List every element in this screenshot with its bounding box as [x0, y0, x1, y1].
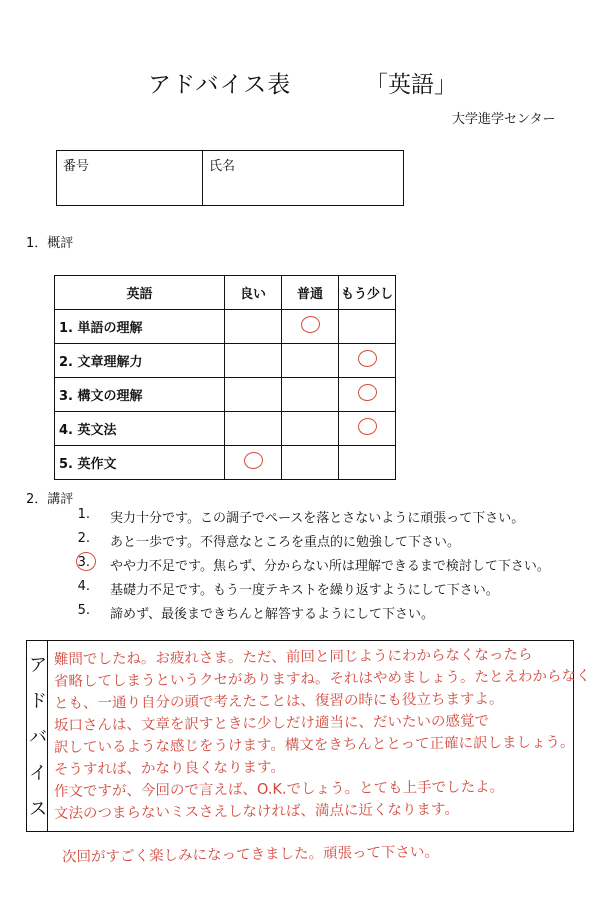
comment-number: 4. [77, 579, 90, 594]
table-row [55, 344, 396, 378]
rating-cell[interactable] [339, 310, 396, 344]
comment-number: 2. [77, 531, 90, 546]
column-header-subject: 英語 [55, 276, 225, 310]
red-circle-mark [242, 451, 263, 470]
advice-line: 坂口さんは、文章を訳すときに少しだけ適当に、だいたいの感覚で [53, 713, 490, 734]
comment-number: 5. [77, 603, 90, 618]
comment-list [58, 507, 550, 627]
skill-label: 3. 構文の理解 [55, 378, 225, 412]
rating-cell[interactable] [225, 446, 282, 480]
rating-cell[interactable] [225, 412, 282, 446]
advice-label-char: イ [29, 763, 47, 784]
rating-cell[interactable] [282, 412, 339, 446]
skill-label: 5. 英作文 [55, 446, 225, 480]
comment-item [58, 579, 550, 603]
table-row [55, 310, 396, 344]
student-name-field[interactable]: 氏名 [209, 159, 236, 174]
advice-label [27, 641, 48, 831]
comment-item [58, 555, 550, 579]
page-title: アドバイス表 [148, 72, 292, 98]
rating-cell[interactable] [339, 412, 396, 446]
comment-text: あと一歩です。不得意なところを重点的に勉強して下さい。 [110, 535, 460, 550]
rating-cell[interactable] [225, 344, 282, 378]
advice-line: 難問でしたね。お疲れさま。ただ、前回と同じようにわからなくなったら [53, 646, 533, 668]
advice-closing-line: 次回がすごく楽しみになってきました。頑張って下さい。 [61, 844, 440, 866]
subject-title: 「英語」 [365, 72, 457, 98]
rating-cell[interactable] [339, 446, 396, 480]
advice-box [26, 640, 591, 832]
advice-label-char: ス [29, 799, 47, 820]
id-name-box [56, 150, 404, 206]
evaluation-table [54, 275, 396, 480]
rating-cell[interactable] [225, 378, 282, 412]
column-header-good: 良い [225, 276, 282, 310]
comment-item [58, 531, 550, 555]
comment-text: やや力不足です。焦らず、分からない所は理解できるまで検討して下さい。 [110, 559, 550, 574]
skill-label: 1. 単語の理解 [55, 310, 225, 344]
advice-line: そうすれば、かなり良くなります。 [53, 759, 285, 778]
advice-line: 文法のつまらないミスさえしなければ、満点に近くなります。 [53, 801, 459, 822]
red-circle-mark [356, 383, 377, 402]
comment-number: 1. [77, 507, 90, 522]
table-row [55, 378, 396, 412]
advice-label-char: バ [29, 727, 47, 748]
rating-cell[interactable] [282, 344, 339, 378]
section-2-heading: 2．講評 [26, 492, 74, 507]
red-circle-mark [356, 349, 377, 368]
rating-cell[interactable] [282, 378, 339, 412]
table-row [55, 412, 396, 446]
skill-label: 4. 英文法 [55, 412, 225, 446]
table-header-row [55, 276, 396, 310]
comment-number: 3. [58, 555, 110, 579]
table-row [55, 446, 396, 480]
advice-line: 省略してしまうというクセがありますね。それはやめましょう。たとえわからなく [53, 668, 591, 690]
advice-line: 作文ですが、今回ので言えば、O.K.でしょう。とても上手でしたよ。 [53, 779, 505, 800]
rating-cell[interactable] [282, 446, 339, 480]
column-header-needs-work: もう少し [339, 276, 396, 310]
rating-cell[interactable] [339, 378, 396, 412]
skill-label: 2. 文章理解力 [55, 344, 225, 378]
rating-cell[interactable] [339, 344, 396, 378]
advice-line: 訳しているような感じをうけます。構文をきちんととって正確に訳しましょう。 [53, 734, 575, 756]
comment-item [58, 507, 550, 531]
rating-cell[interactable] [282, 310, 339, 344]
advice-label-char: ド [29, 691, 47, 712]
advice-label-char: ア [29, 655, 47, 676]
red-circle-mark [299, 315, 320, 334]
comment-text: 諦めず、最後まできちんと解答するようにして下さい。 [110, 607, 434, 622]
organization-name: 大学進学センター [452, 112, 556, 127]
section-1-heading: 1．概評 [26, 236, 74, 251]
red-circle-mark [356, 417, 377, 436]
comment-text: 実力十分です。この調子でペースを落とさないように頑張って下さい。 [110, 511, 525, 526]
rating-cell[interactable] [225, 310, 282, 344]
comment-item [58, 603, 550, 627]
advice-handwritten-text [48, 641, 597, 831]
student-number-field[interactable]: 番号 [57, 151, 203, 205]
advice-line: とも、一通り自分の頭で考えたことは、復習の時にも役立ちますよ。 [53, 691, 504, 712]
selected-circle-mark [76, 552, 96, 571]
comment-text: 基礎力不足です。もう一度テキストを繰り返すようにして下さい。 [110, 583, 499, 598]
column-header-average: 普通 [282, 276, 339, 310]
